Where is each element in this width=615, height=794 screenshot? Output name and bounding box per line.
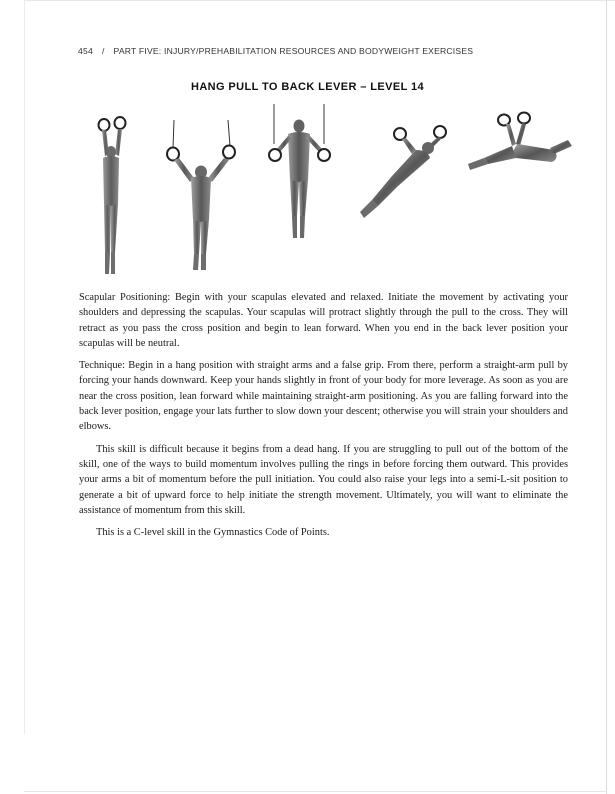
- figure-pull-to-hips: [264, 104, 334, 244]
- page-edge-left: [24, 0, 25, 734]
- section-title: PART FIVE: INJURY/PREHABILITATION RESOURCES AND BODYWEIGHT EXERCISES: [113, 46, 474, 56]
- running-header: [78, 46, 473, 56]
- figure-dead-hang: [92, 112, 142, 280]
- paragraph-difficulty: This skill is difficult because it begins from a dead hang. If you are struggling to pull out of the bottom of the skill, one of the ways to build momentum involves pulling the rings in before forcing them outward. This provides your arms a bit of momentum before the pull initiation. You could also raise your legs into a semi-L-sit position to generate a bit of upward force to help initiate the strength movement. Ultimately, you will want to eliminate the assistance of momentum from this skill.: [79, 443, 568, 516]
- exercise-illustration-sequence: [86, 100, 576, 280]
- exercise-title: HANG PULL TO BACK LEVER – LEVEL 14: [190, 81, 425, 93]
- paragraph-skill-level: This is a C-level skill in the Gymnastics Code of Points.: [96, 527, 330, 539]
- header-separator: /: [101, 46, 105, 56]
- paragraph-technique: Technique: Begin in a hang position with straight arms and a false grip. From there, perform a straight-arm pull by forcing your hands downward. Keep your hands slightly in front of your body for more leverage. As soon as you are near the cross position, lean forward while maintaining straight-arm positioning. As you are falling forward into the back lever position, engage your lats further to slow down your descent; otherwise you will strain your shoulders and elbows.: [79, 360, 568, 433]
- page-edge-bottom: [24, 791, 607, 792]
- figure-straight-arm-pull: [166, 120, 236, 275]
- body-text: [79, 290, 568, 547]
- figure-back-lever: [468, 106, 576, 186]
- page-edge-right: [606, 0, 607, 794]
- page-number: 454: [78, 46, 93, 56]
- figure-lean-forward: [358, 124, 458, 224]
- paragraph-scapular-positioning: Scapular Positioning: Begin with your scapulas elevated and relaxed. Initiate the movement by activating your shoulders and depressing the scapulas. Your scapulas will protract slightly through the pull to the cross. They will retract as you pass the cross position and begin to lean forward. When you end in the back lever position your scapulas will be neutral.: [79, 292, 568, 349]
- page-edge-top: [24, 0, 615, 1]
